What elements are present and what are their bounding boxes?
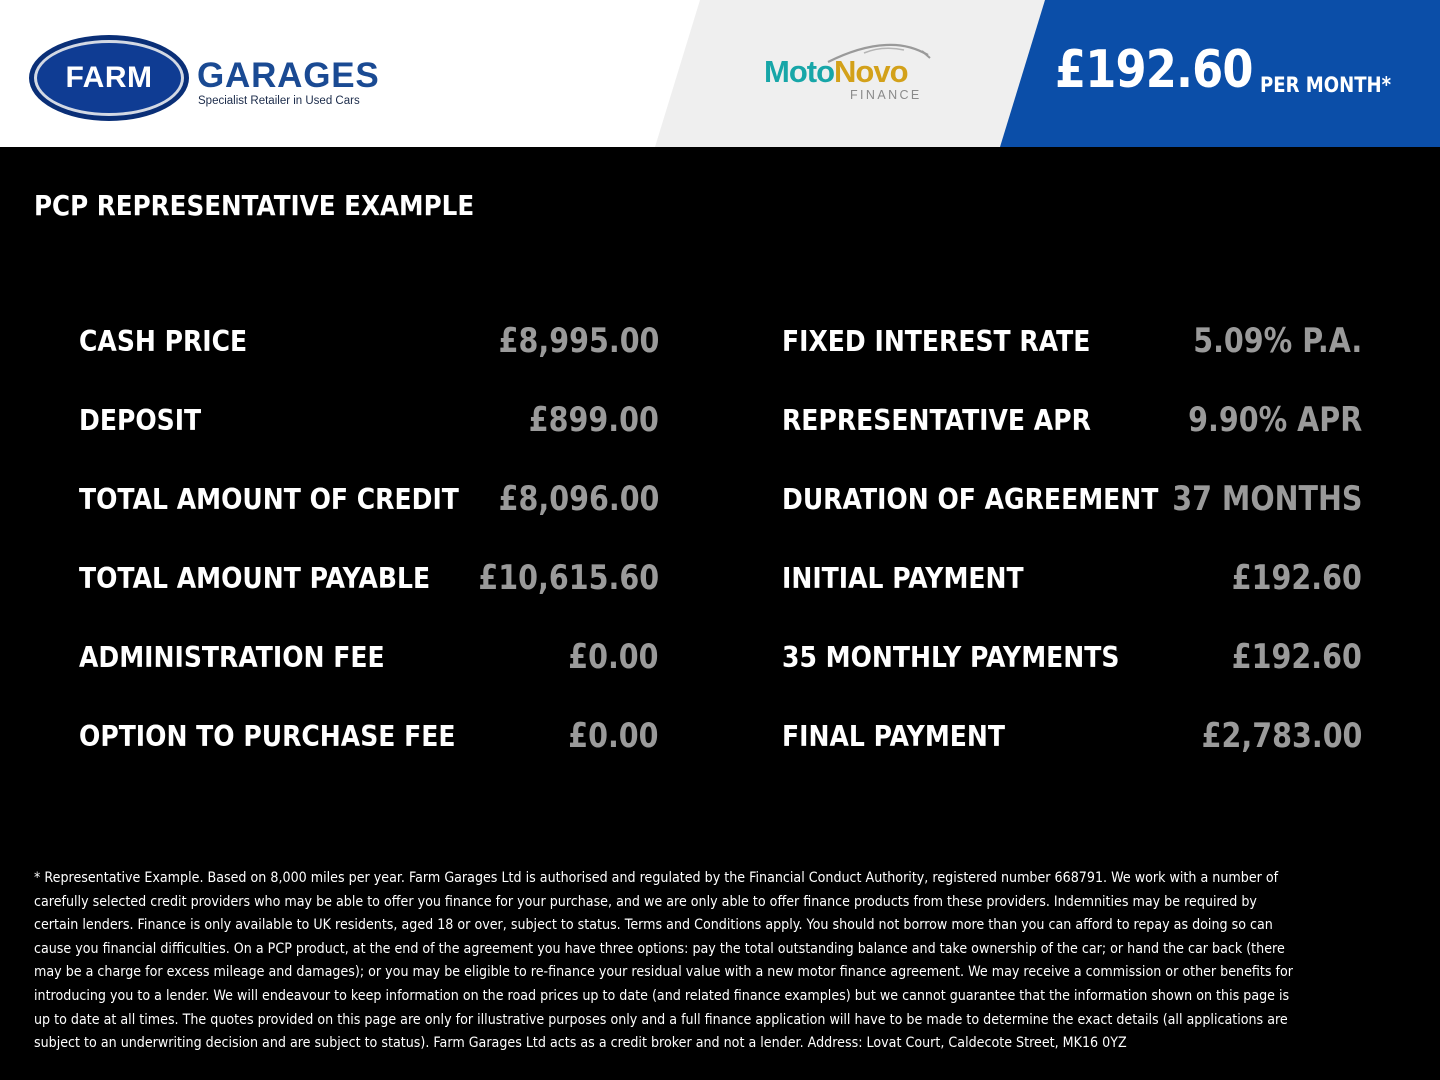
finance-row: [79, 715, 659, 794]
header-banner: [0, 0, 1440, 147]
per-month-label: PER MONTH*: [1260, 73, 1392, 97]
finance-row-label: CASH PRICE: [79, 325, 248, 358]
finance-row-value: £192.60: [1231, 637, 1362, 677]
garages-logo-title: GARAGES: [197, 56, 380, 95]
section-title: PCP REPRESENTATIVE EXAMPLE: [34, 189, 475, 222]
motonovo-finance-text: FINANCE: [850, 88, 922, 102]
finance-row: [782, 557, 1362, 636]
monthly-price: £192.60: [1055, 40, 1253, 100]
garages-logo-tagline: Specialist Retailer in Used Cars: [198, 95, 360, 107]
finance-row-label: TOTAL AMOUNT PAYABLE: [79, 562, 431, 595]
motonovo-novo-text: Novo: [834, 54, 908, 89]
finance-row: [782, 320, 1362, 399]
farm-logo-text: FARM: [65, 61, 153, 94]
finance-details-right: [782, 320, 1362, 794]
finance-row-value: 37 MONTHS: [1171, 479, 1362, 519]
farm-logo-badge: [34, 40, 184, 116]
finance-row-label: FIXED INTEREST RATE: [782, 325, 1091, 358]
finance-row: [782, 399, 1362, 478]
finance-row-value: £10,615.60: [478, 558, 659, 598]
finance-row-label: 35 MONTHLY PAYMENTS: [782, 641, 1120, 674]
finance-row-label: DURATION OF AGREEMENT: [782, 483, 1159, 516]
finance-row-value: £899.00: [528, 400, 659, 440]
finance-row-value: 9.90% APR: [1187, 400, 1362, 440]
finance-row: [79, 478, 659, 557]
finance-row-label: FINAL PAYMENT: [782, 720, 1006, 753]
motonovo-moto-text: Moto: [764, 54, 835, 89]
finance-row-value: £0.00: [568, 716, 659, 756]
finance-row-label: OPTION TO PURCHASE FEE: [79, 720, 456, 753]
finance-row-value: £0.00: [568, 637, 659, 677]
finance-row: [79, 399, 659, 478]
finance-row-label: ADMINISTRATION FEE: [79, 641, 385, 674]
finance-row-value: £8,995.00: [498, 321, 659, 361]
finance-row-value: £192.60: [1231, 558, 1362, 598]
finance-row-label: DEPOSIT: [79, 404, 202, 437]
finance-row-label: INITIAL PAYMENT: [782, 562, 1024, 595]
finance-row: [79, 320, 659, 399]
finance-row-value: £2,783.00: [1201, 716, 1362, 756]
finance-details-left: [79, 320, 659, 794]
finance-row: [782, 478, 1362, 557]
motonovo-finance-logo: [764, 42, 944, 106]
finance-row: [79, 557, 659, 636]
finance-row-value: 5.09% P.A.: [1192, 321, 1362, 361]
finance-row-value: £8,096.00: [498, 479, 659, 519]
finance-disclaimer: * Representative Example. Based on 8,000 miles per year. Farm Garages Ltd is authorised and regulated by the Financial Conduct Authority, registered number 668791. We work with a number of carefully selected credit providers who may be able to offer you finance for your purchase, and we are only able to offer finance products from these providers. Indemnities may be required by certain lenders. Finance is only available to UK residents, aged 18 or over, subject to status. Terms and Conditions apply. You should not borrow more than you can afford to repay as doing so can cause you financial difficulties. On a PCP product, at the end of the agreement you have three options: pay the total outstanding balance and take ownership of the car; or hand the car back (there may be a charge for excess mileage and damages); or you may be eligible to re-finance your residual value with a new motor finance agreement. We may receive a commission or other benefits for introducing you to a lender. We will endeavour to keep information on the road prices up to date (and related finance examples) but we cannot guarantee that the information shown on this page is up to date at all times. The quotes provided on this page are only for illustrative purposes only and a full finance application will have to be made to determine the exact details (all applications are subject to an underwriting decision and are subject to status). Farm Garages Ltd acts as a credit broker and not a lender. Address: Lovat Court, Caldecote Street, MK16 0YZ: [34, 869, 1293, 1052]
finance-row-label: TOTAL AMOUNT OF CREDIT: [79, 483, 459, 516]
finance-row: [782, 715, 1362, 794]
finance-row-label: REPRESENTATIVE APR: [782, 404, 1091, 437]
finance-row: [79, 636, 659, 715]
finance-row: [782, 636, 1362, 715]
